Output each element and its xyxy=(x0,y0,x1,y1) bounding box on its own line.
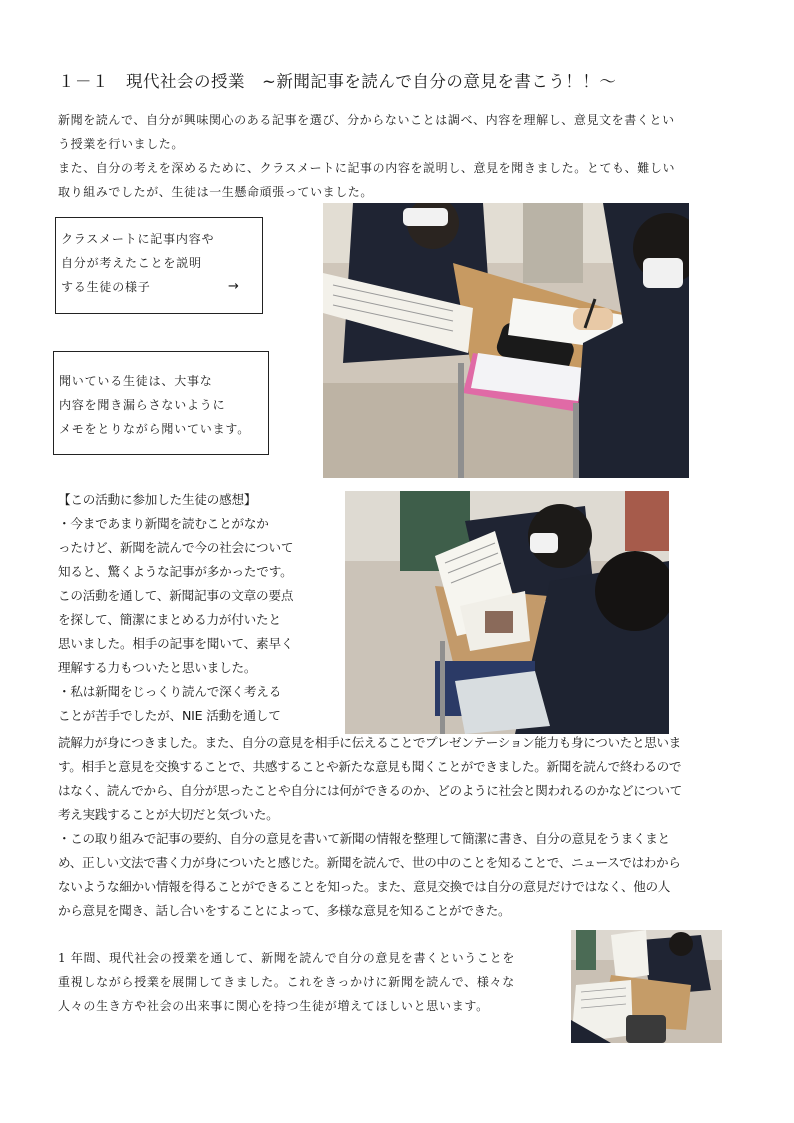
right-arrow-icon: → xyxy=(228,279,240,294)
impression-line: はなく、読んでから、自分が思ったことや自分には何ができるのか、どのように社会と関われるのかなどについて xyxy=(58,783,682,798)
impression-line: ったけど、新聞を読んで今の社会について xyxy=(58,540,294,555)
impression-line: 考え実践することが大切だと気づいた。 xyxy=(58,807,279,822)
impression-line: ・今まであまり新聞を読むことがなか xyxy=(58,516,269,531)
classroom-photo-explaining xyxy=(323,203,689,478)
impression-line: 知ると、驚くような記事が多かったです。 xyxy=(58,564,293,579)
caption-line: する生徒の様子 xyxy=(61,280,151,294)
impression-line: 思いました。相手の記事を聞いて、素早く xyxy=(58,636,294,651)
impression-line: から意見を聞き、話し合いをすることによって、多様な意見を知ることができた。 xyxy=(58,903,511,918)
impressions-heading: 【この活動に参加した生徒の感想】 xyxy=(58,492,257,507)
impression-line: この活動を通して、新聞記事の文章の要点 xyxy=(58,588,294,603)
closing-line: 1 年間、現代社会の授業を通して、新聞を読んで自分の意見を書くということを xyxy=(58,951,516,965)
impression-line: 読解力が身につきました。また、自分の意見を相手に伝えることでプレゼンテーション能力も身についたと思いま xyxy=(58,735,681,750)
caption-line: 聞いている生徒は、大事な xyxy=(59,374,213,388)
impression-line: 理解する力もついたと思いました。 xyxy=(58,660,257,675)
impression-line: ことが苦手でしたが、NIE 活動を通して xyxy=(58,708,281,723)
impression-line: ・私は新聞をじっくり読んで深く考える xyxy=(58,684,282,699)
closing-line: 重視しながら授業を展開してきました。これをきっかけに新聞を読んで、様々な xyxy=(58,975,515,989)
caption-line: 内容を聞き漏らさないように xyxy=(59,398,226,412)
caption-line: 自分が考えたことを説明 xyxy=(61,256,202,270)
closing-paragraph xyxy=(58,946,564,1018)
intro-paragraph xyxy=(58,108,742,204)
student-impressions-bottom xyxy=(58,731,742,923)
intro-line: 取り組みでしたが、生徒は一生懸命頑張っていました。 xyxy=(58,185,374,199)
intro-line: 新聞を読んで、自分が興味関心のある記事を選び、分からないことは調べ、内容を理解し、意見文を書くとい xyxy=(58,113,675,127)
intro-line: また、自分の考えを深めるために、クラスメートに記事の内容を説明し、意見を聞きました。とても、難しい xyxy=(58,161,676,175)
impression-line: め、正しい文法で書く力が身についたと感じた。新聞を読んで、世の中のことを知ることで、ニュースではわから xyxy=(58,855,681,870)
closing-line: 人々の生き方や社会の出来事に関心を持つ生徒が増えてほしいと思います。 xyxy=(58,999,489,1013)
impression-line: ないような細かい情報を得ることができることを知った。また、意見交換では自分の意見だけではなく、他の人 xyxy=(58,879,670,894)
classroom-photo-listening xyxy=(345,491,669,734)
caption-line: クラスメートに記事内容や xyxy=(61,232,215,246)
page-title: １－１ 現代社会の授業 ~新聞記事を読んで自分の意見を書こう！！～ xyxy=(58,72,617,91)
impression-line: を探して、簡潔にまとめる力が付いたと xyxy=(58,612,281,627)
student-impressions-top xyxy=(58,488,320,728)
caption-box-listening xyxy=(53,351,269,455)
intro-line: う授業を行いました。 xyxy=(58,137,185,151)
impression-line: ・この取り組みで記事の要約、自分の意見を書いて新聞の情報を整理して簡潔に書き、自分の意見をうまくまと xyxy=(58,831,670,846)
classroom-photo-reading xyxy=(571,930,722,1043)
caption-box-explaining xyxy=(55,217,263,314)
caption-line: メモをとりながら聞いています。 xyxy=(59,422,251,436)
impression-line: す。相手と意見を交換することで、共感することや新たな意見も聞くことができました。新聞を読んで終わるので xyxy=(58,759,682,774)
